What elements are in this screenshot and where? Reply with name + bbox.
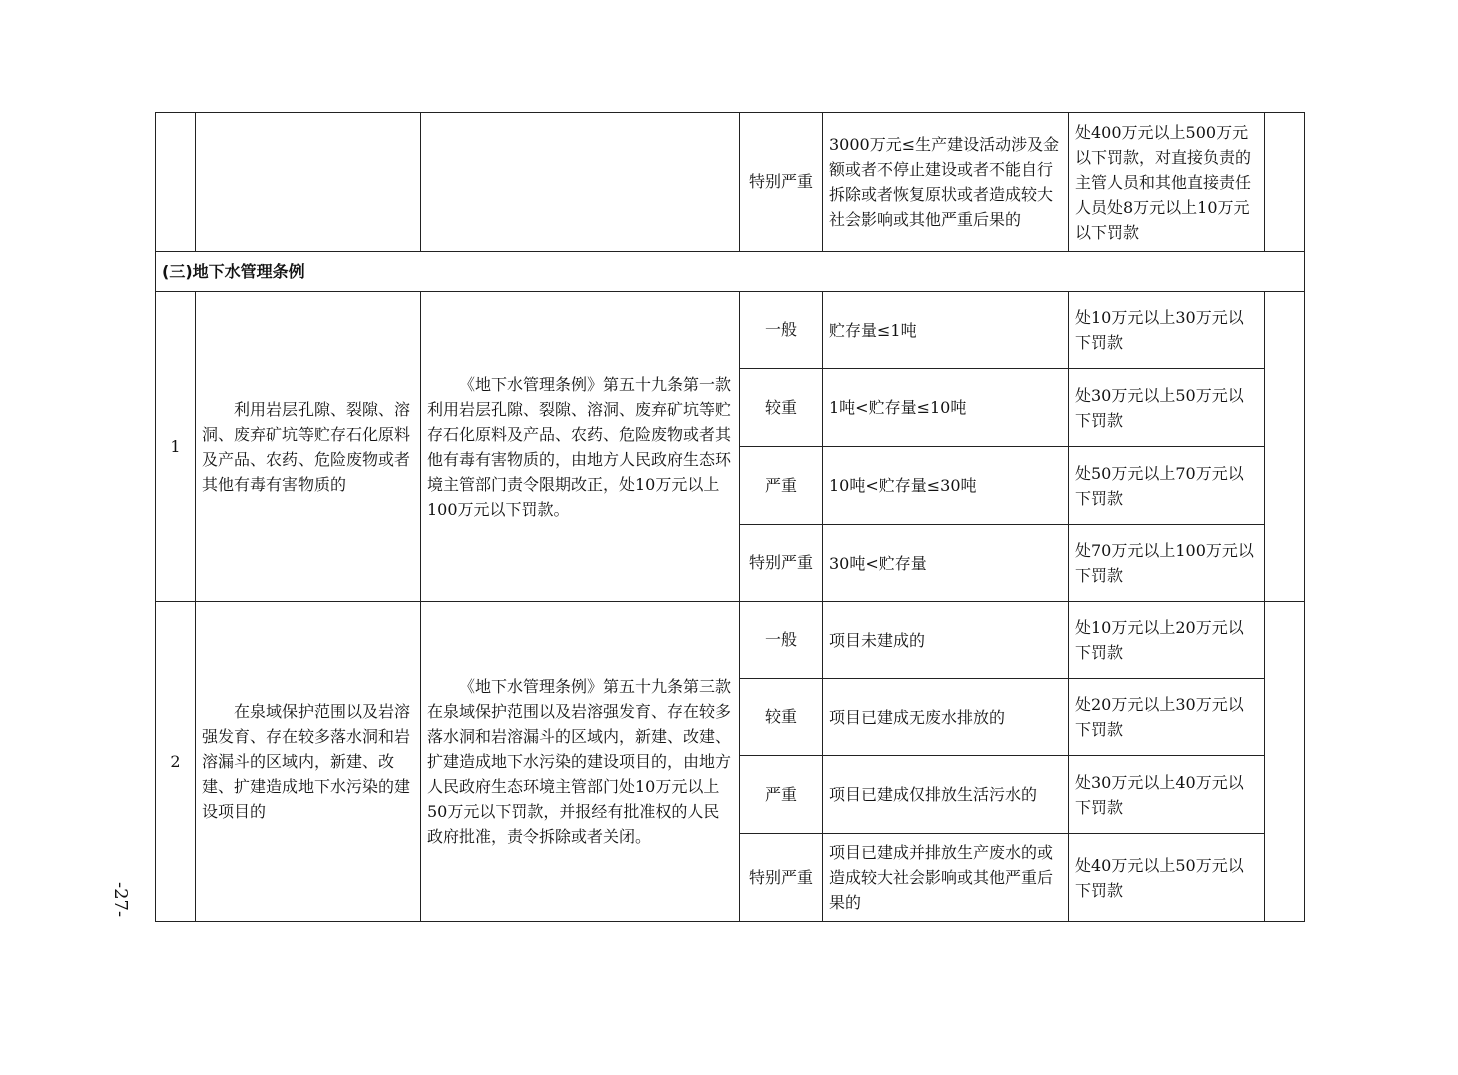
condition-cell: 贮存量≤1吨 [823,292,1069,369]
violation-cell: 利用岩层孔隙、裂隙、溶洞、废弃矿坑等贮存石化原料及产品、农药、危险废物或者其他有毒有害物质的 [196,292,421,602]
table-row [156,602,1305,679]
penalty-cell: 处30万元以上50万元以下罚款 [1069,369,1265,447]
level-cell: 一般 [740,602,823,679]
penalty-cell: 处40万元以上50万元以下罚款 [1069,834,1265,922]
remark-cell [1265,292,1305,602]
condition-cell: 项目已建成无废水排放的 [823,679,1069,756]
basis-cell: 《地下水管理条例》第五十九条第三款在泉域保护范围以及岩溶强发育、存在较多落水洞和岩溶漏斗的区域内，新建、改建、扩建造成地下水污染的建设项目的，由地方人民政府生态环境主管部门处10万元以上50万元以下罚款，并报经有批准权的人民政府批准，责令拆除或者关闭。 [421,602,740,922]
level-cell: 一般 [740,292,823,369]
penalty-cell: 处70万元以上100万元以下罚款 [1069,525,1265,602]
penalty-cell: 处400万元以上500万元以下罚款，对直接负责的主管人员和其他直接责任人员处8万元以上10万元以下罚款 [1069,113,1265,252]
level-cell: 严重 [740,756,823,834]
seq-cell-empty [156,113,196,252]
basis-cell: 《地下水管理条例》第五十九条第一款利用岩层孔隙、裂隙、溶洞、废弃矿坑等贮存石化原料及产品、农药、危险废物或者其他有毒有害物质的，由地方人民政府生态环境主管部门责令限期改正，处10万元以上100万元以下罚款。 [421,292,740,602]
seq-cell: 1 [156,292,196,602]
penalty-standard-table [155,112,1305,922]
condition-cell: 30吨<贮存量 [823,525,1069,602]
condition-cell: 项目已建成仅排放生活污水的 [823,756,1069,834]
violation-cell-empty [196,113,421,252]
section-title: (三)地下水管理条例 [156,252,1305,292]
page-number: -27- [110,882,131,918]
level-cell: 特别严重 [740,113,823,252]
penalty-cell: 处30万元以上40万元以下罚款 [1069,756,1265,834]
basis-cell-empty [421,113,740,252]
section-row [156,252,1305,292]
condition-cell: 10吨<贮存量≤30吨 [823,447,1069,525]
penalty-cell: 处50万元以上70万元以下罚款 [1069,447,1265,525]
table-row [156,292,1305,369]
seq-cell: 2 [156,602,196,922]
condition-cell: 项目已建成并排放生产废水的或造成较大社会影响或其他严重后果的 [823,834,1069,922]
level-cell: 严重 [740,447,823,525]
violation-cell: 在泉域保护范围以及岩溶强发育、存在较多落水洞和岩溶漏斗的区域内，新建、改建、扩建造成地下水污染的建设项目的 [196,602,421,922]
penalty-cell: 处20万元以上30万元以下罚款 [1069,679,1265,756]
condition-cell: 项目未建成的 [823,602,1069,679]
remark-cell [1265,113,1305,252]
table-row [156,113,1305,252]
penalty-cell: 处10万元以上30万元以下罚款 [1069,292,1265,369]
level-cell: 特别严重 [740,834,823,922]
level-cell: 较重 [740,679,823,756]
condition-cell: 3000万元≤生产建设活动涉及金额或者不停止建设或者不能自行拆除或者恢复原状或者造成较大社会影响或其他严重后果的 [823,113,1069,252]
level-cell: 特别严重 [740,525,823,602]
penalty-cell: 处10万元以上20万元以下罚款 [1069,602,1265,679]
remark-cell [1265,602,1305,922]
condition-cell: 1吨<贮存量≤10吨 [823,369,1069,447]
level-cell: 较重 [740,369,823,447]
